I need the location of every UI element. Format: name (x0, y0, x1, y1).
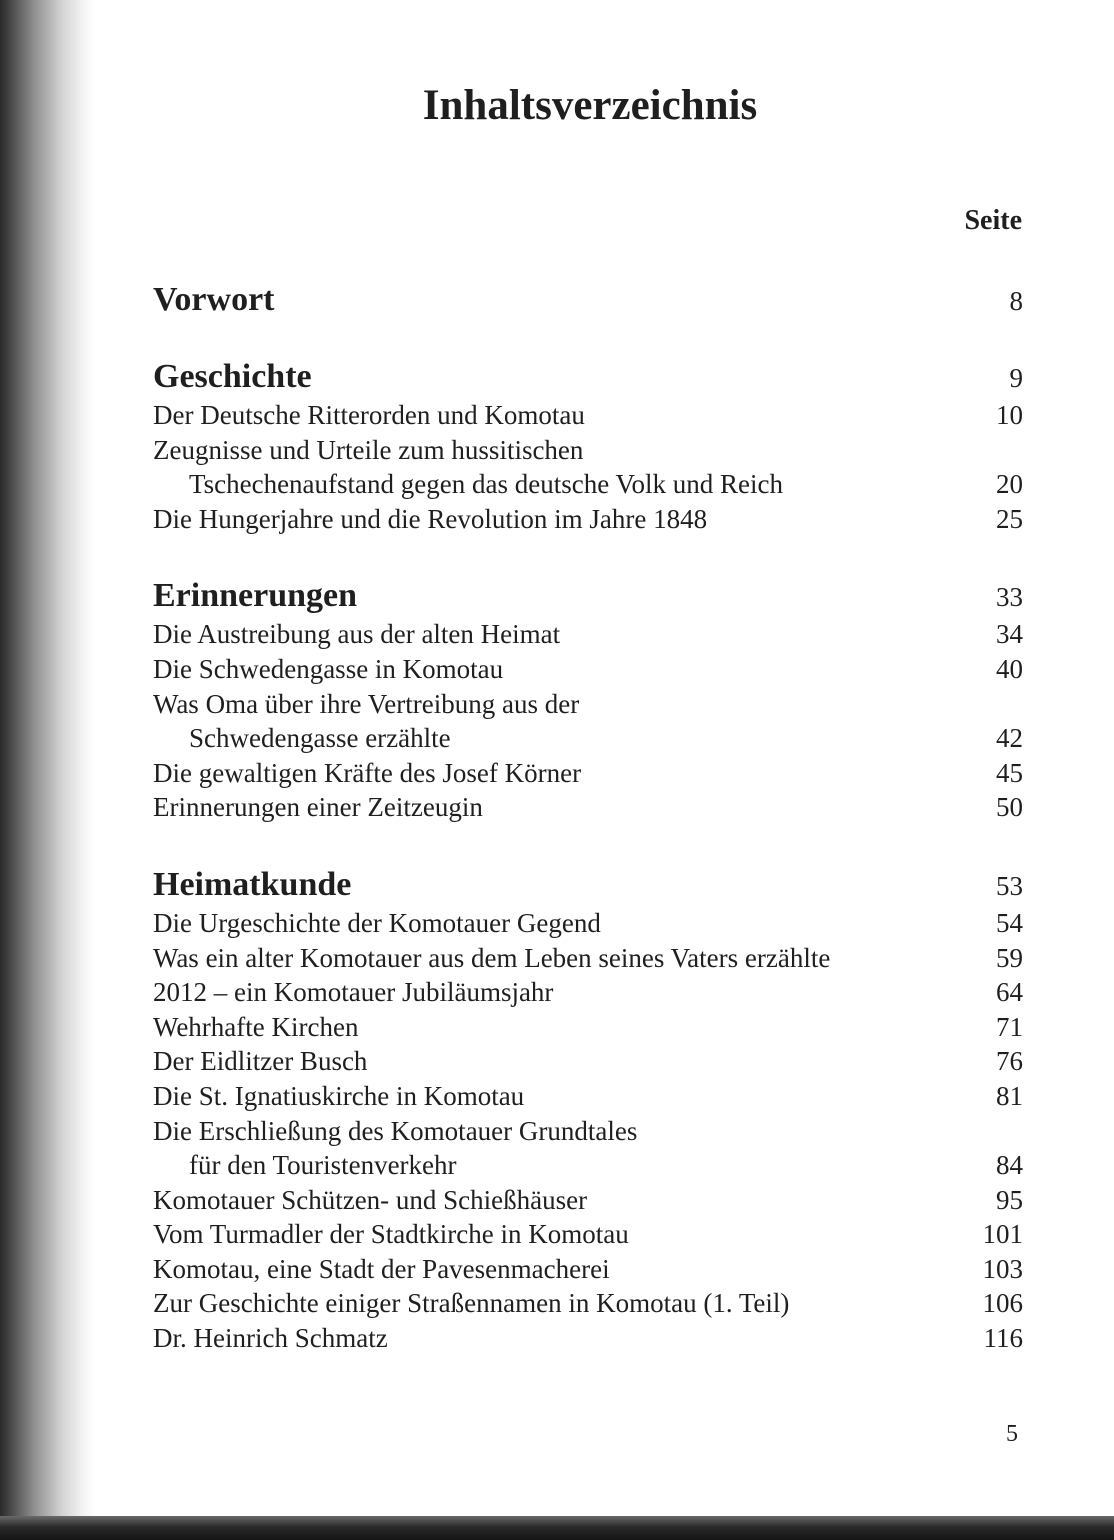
toc-entry[interactable] (153, 1286, 1023, 1321)
page-number: 81 (996, 1080, 1023, 1111)
page-number: 84 (996, 1150, 1023, 1181)
entry-title: Was ein alter Komotauer aus dem Leben seines Vaters erzählte (153, 942, 831, 973)
toc-entry[interactable] (153, 1010, 1023, 1045)
folio-page-number: 5 (1006, 1421, 1018, 1447)
entry-title: Die St. Ignatiuskirche in Komotau (153, 1080, 525, 1111)
entry-title: Die Erschließung des Komotauer Grundtales (153, 1115, 638, 1146)
toc-entry[interactable] (153, 975, 1023, 1010)
toc-entry[interactable] (153, 687, 1023, 722)
entry-title: Der Deutsche Ritterorden und Komotau (153, 400, 585, 430)
page-number: 95 (996, 1184, 1023, 1215)
entry-title: Dr. Heinrich Schmatz (153, 1323, 388, 1354)
toc-entry[interactable] (153, 1252, 1023, 1287)
toc-entry-continuation[interactable] (153, 721, 1023, 756)
entry-title: Die Urgeschichte der Komotauer Gegend (153, 907, 601, 938)
entry-title: Der Eidlitzer Busch (153, 1046, 368, 1077)
toc-entry[interactable] (153, 433, 1023, 468)
toc-entry[interactable] (153, 652, 1023, 687)
section-heimatkunde (153, 865, 1023, 1356)
page-column-header: Seite (964, 205, 1022, 236)
entry-title: Komotau, eine Stadt der Pavesenmacherei (153, 1253, 610, 1284)
page-number: 20 (996, 469, 1023, 500)
toc-entry[interactable] (153, 1044, 1023, 1079)
page-number: 25 (996, 503, 1023, 534)
entry-title: Die Hungerjahre und die Revolution im Jahre 1848 (153, 503, 708, 534)
page-number: 53 (996, 870, 1023, 901)
entry-title: 2012 – ein Komotauer Jubiläumsjahr (153, 977, 554, 1008)
entry-title: Zur Geschichte einiger Straßennamen in Komotau (1. Teil) (153, 1288, 790, 1319)
toc-entry-continuation[interactable] (153, 467, 1023, 502)
toc-entry[interactable] (153, 1321, 1023, 1356)
page-number: 45 (996, 757, 1023, 788)
toc-heading-row[interactable] (153, 576, 1023, 617)
entry-title: Komotauer Schützen- und Schießhäuser (153, 1184, 588, 1215)
page-number: 9 (1009, 363, 1023, 393)
entry-title: Vom Turmadler der Stadtkirche in Komotau (153, 1219, 629, 1250)
toc-heading-row[interactable] (153, 357, 1023, 398)
entry-title-continuation: für den Touristenverkehr (189, 1150, 457, 1181)
page-number: 34 (996, 619, 1023, 650)
section-heading: Erinnerungen (153, 577, 358, 615)
page-number: 40 (996, 653, 1023, 684)
table-of-contents (153, 280, 1023, 1356)
toc-heading-row[interactable] (153, 865, 1023, 906)
toc-entry[interactable] (153, 1079, 1023, 1114)
page-number: 116 (983, 1323, 1023, 1354)
section-geschichte (153, 357, 1023, 536)
page-number: 64 (996, 977, 1023, 1008)
entry-title-continuation: Schwedengasse erzählte (189, 723, 451, 754)
page-number: 59 (996, 942, 1023, 973)
entry-title: Wehrhafte Kirchen (153, 1011, 359, 1042)
toc-entry[interactable] (153, 756, 1023, 791)
toc-entry[interactable] (153, 617, 1023, 652)
page-number: 8 (1009, 286, 1023, 316)
page-number: 71 (996, 1011, 1023, 1042)
entry-title: Die Schwedengasse in Komotau (153, 653, 504, 684)
entry-title: Die gewaltigen Kräfte des Josef Körner (153, 757, 582, 788)
page-title: Inhaltsverzeichnis (422, 82, 758, 129)
toc-entry[interactable] (153, 398, 1023, 433)
page-number: 42 (996, 723, 1023, 754)
toc-entry[interactable] (153, 941, 1023, 976)
page-number: 76 (996, 1046, 1023, 1077)
page-number: 101 (982, 1219, 1023, 1250)
section-erinnerungen (153, 576, 1023, 825)
page-number: 103 (982, 1253, 1023, 1284)
page-number: 54 (996, 907, 1023, 938)
page-number: 10 (996, 400, 1023, 430)
section-heading: Geschichte (153, 358, 312, 395)
toc-entry[interactable] (153, 1217, 1023, 1252)
toc-entry[interactable] (153, 502, 1023, 537)
page-number: 106 (982, 1288, 1023, 1319)
section-vorwort (153, 280, 1023, 321)
entry-title: Was Oma über ihre Vertreibung aus der (153, 688, 580, 719)
entry-title: Die Austreibung aus der alten Heimat (153, 619, 561, 650)
toc-entry[interactable] (153, 1114, 1023, 1149)
entry-title-continuation: Tschechenaufstand gegen das deutsche Volk und Reich (189, 469, 783, 500)
toc-entry[interactable] (153, 1183, 1023, 1218)
toc-entry-continuation[interactable] (153, 1148, 1023, 1183)
entry-title: Zeugnisse und Urteile zum hussitischen (153, 434, 584, 465)
page-number: 50 (996, 792, 1023, 823)
toc-entry[interactable] (153, 790, 1023, 825)
toc-heading-row[interactable] (153, 280, 1023, 321)
toc-entry[interactable] (153, 906, 1023, 941)
section-heading: Vorwort (153, 281, 275, 318)
page-number: 33 (996, 582, 1023, 613)
entry-title: Erinnerungen einer Zeitzeugin (153, 792, 483, 823)
section-heading: Heimatkunde (153, 865, 352, 903)
